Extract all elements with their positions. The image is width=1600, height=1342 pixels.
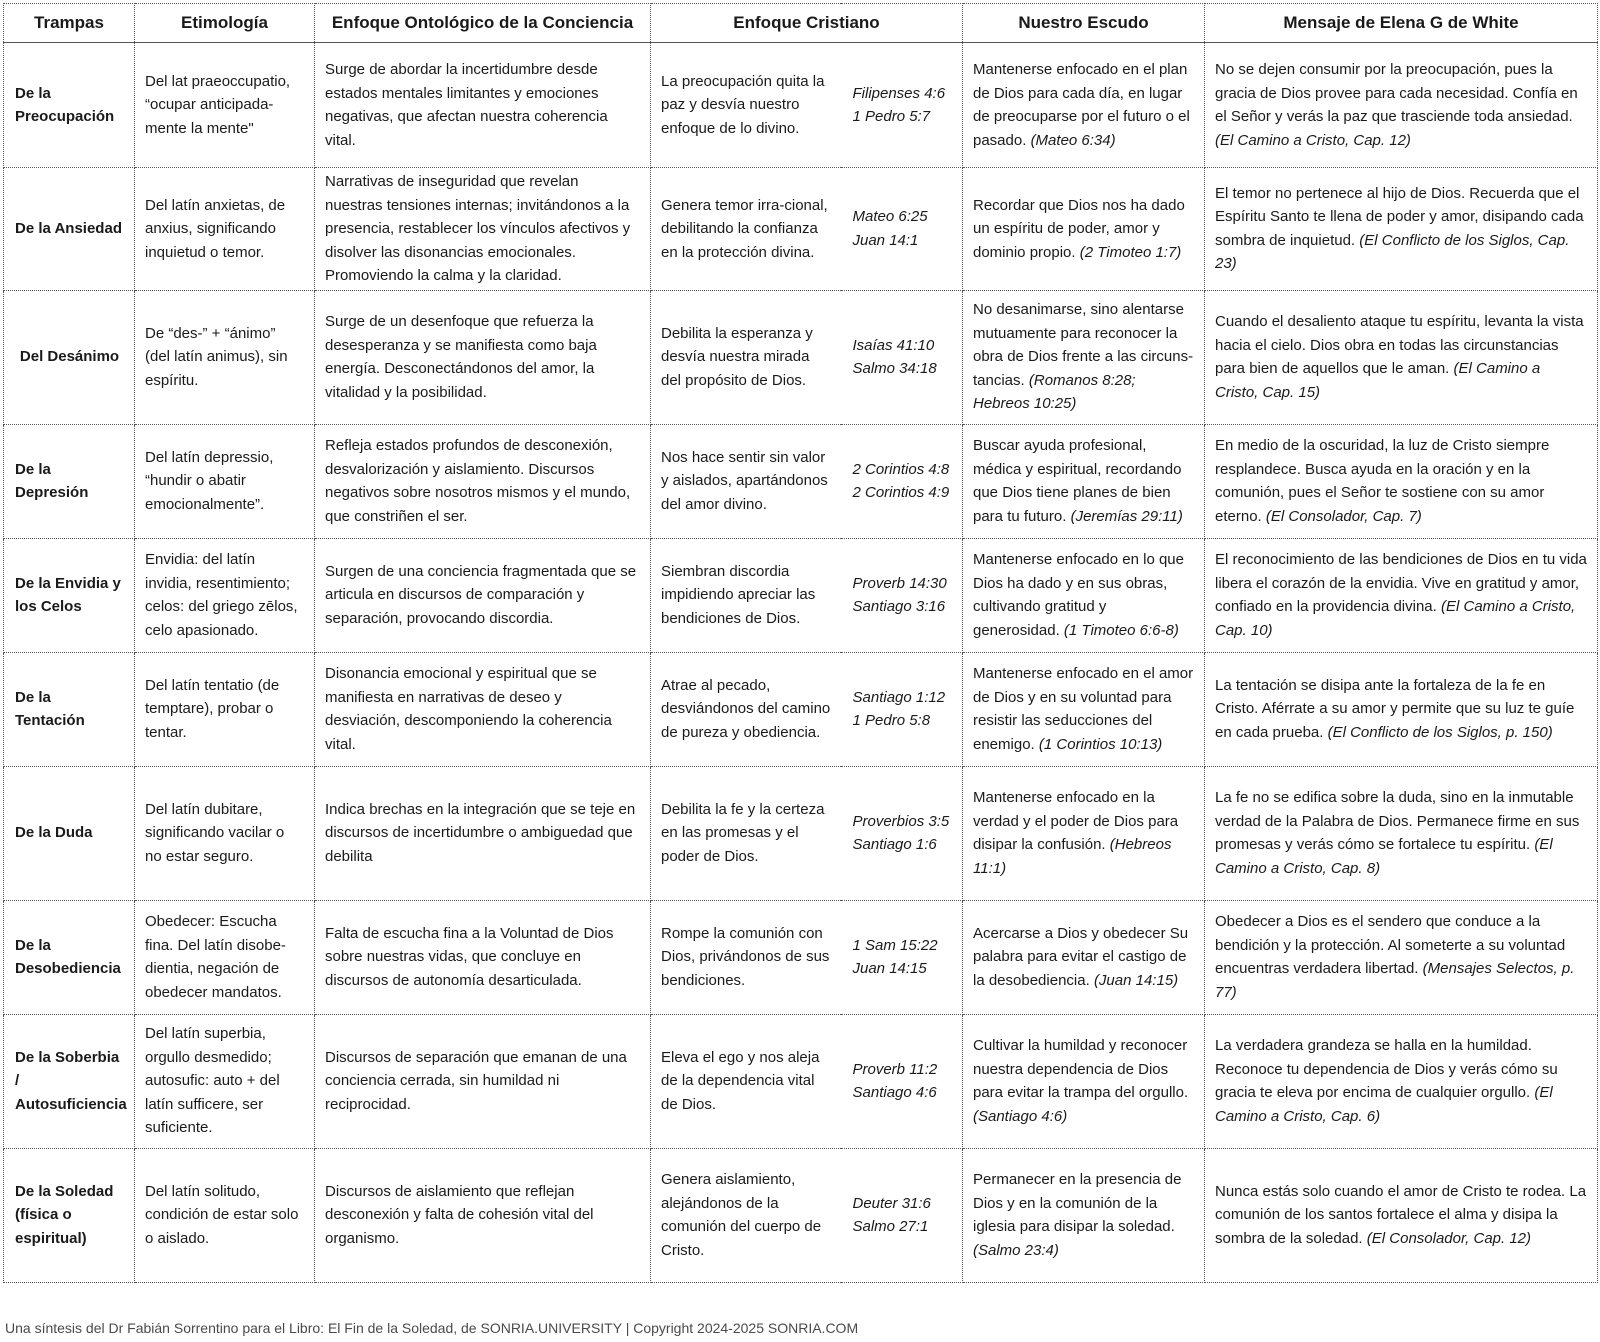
shield-reference: (Jeremías 29:11) (1070, 507, 1183, 525)
ontological-cell: Surge de abordar la incertidumbre desde estados mentales limitantes y emociones negativas, que afectan nuestra coherencia vital. (315, 43, 651, 168)
white-message-reference: (El Consolador, Cap. 7) (1265, 507, 1422, 525)
etymology-cell: Obedecer: Escucha fina. Del latín disobe-dientia, negación de obedecer mandatos. (135, 900, 315, 1014)
shield-reference: (1 Corintios 10:13) (1038, 735, 1163, 753)
white-message-cell (1205, 43, 1598, 168)
shield-cell (963, 43, 1205, 168)
christian-effect-cell: Rompe la comunión con Dios, privándonos de sus bendiciones. (651, 900, 841, 1014)
ontological-cell: Indica brechas en la integración que se teje en discursos de incertidumbre o ambiguedad que debilita (315, 766, 651, 900)
bible-verses-cell (841, 43, 963, 168)
christian-effect-cell: Atrae al pecado, desviándonos del camino de pureza y obediencia. (651, 652, 841, 766)
shield-reference: (Santiago 4:6) (973, 1107, 1068, 1125)
header-escudo: Nuestro Escudo (963, 4, 1205, 43)
christian-effect-cell: La preocupación quita la paz y desvía nuestro enfoque de lo divino. (651, 43, 841, 168)
shield-cell (963, 424, 1205, 538)
table-row (4, 424, 1598, 538)
white-message-cell (1205, 290, 1598, 424)
header-etimologia: Etimología (135, 4, 315, 43)
shield-text: Mantenerse enfocado en la verdad y el poder de Dios para disipar la confusión. (973, 789, 1179, 853)
ontological-cell: Discursos de aislamiento que reflejan desconexión y falta de cohesión vital del organismo. (315, 1148, 651, 1282)
table-body (4, 43, 1598, 1283)
white-message-reference: (Mensajes Selectos, p. 77) (1215, 960, 1575, 1001)
etymology-cell: Del latín dubitare, significando vacilar o no estar seguro. (135, 766, 315, 900)
christian-effect-cell: Genera aislamiento, alejándonos de la comunión del cuerpo de Cristo. (651, 1148, 841, 1282)
shield-reference: (1 Timoteo 6:6-8) (1063, 621, 1179, 639)
white-message-text: La verdadera grandeza se halla en la humildad. Reconoce tu dependencia de Dios y verás cómo su gracia te eleva por encima de cualquier orgullo. (1215, 1037, 1558, 1101)
shield-cell (963, 1148, 1205, 1282)
ontological-cell: Disonancia emocional y espiritual que se manifiesta en narrativas de deseo y desviación, descomponiendo la coherencia vital. (315, 652, 651, 766)
shield-text: Acercarse a Dios y obedecer Su palabra para evitar el castigo de la desobediencia. (973, 924, 1189, 989)
ontological-cell: Refleja estados profundos de desconexión, desvalorización y aislamiento. Discursos negativos sobre nosotros mismos y el mundo, que constriñen el ser. (315, 424, 651, 538)
etymology-cell: Del latín superbia, orgullo desmedido; autosufic: auto + del latín sufficere, ser suficiente. (135, 1014, 315, 1148)
bible-verses-cell (841, 424, 963, 538)
shield-reference: (2 Timoteo 1:7) (1079, 243, 1182, 261)
christian-effect-cell: Debilita la esperanza y desvía nuestra mirada del propósito de Dios. (651, 290, 841, 424)
table-row (4, 43, 1598, 168)
christian-effect-cell: Debilita la fe y la certeza en las promesas y el poder de Dios. (651, 766, 841, 900)
white-message-cell (1205, 538, 1598, 652)
table-row (4, 1148, 1598, 1282)
trap-name: De la Preocupación (4, 43, 135, 168)
shield-reference: (Salmo 23:4) (973, 1241, 1059, 1259)
bible-verses: Filipenses 4:6 1 Pedro 5:7 (852, 84, 946, 125)
shield-text: Recordar que Dios nos ha dado un espíritu de poder, amor y dominio propio. (973, 196, 1185, 261)
shield-cell (963, 652, 1205, 766)
white-message-text: Cuando el desaliento ataque tu espíritu, levanta la vista hacia el cielo. Dios obra en todas las circunstancias para bien de aquellos que le aman. (1215, 313, 1584, 377)
table-row (4, 168, 1598, 291)
ontological-cell: Surgen de una conciencia fragmentada que se articula en discursos de comparación y separación, provocando discordia. (315, 538, 651, 652)
table-row (4, 766, 1598, 900)
white-message-cell (1205, 766, 1598, 900)
etymology-cell: De “des-” + “ánimo” (del latín animus), sin espíritu. (135, 290, 315, 424)
christian-effect-cell: Genera temor irra-cional, debilitando la confianza en la protección divina. (651, 168, 841, 291)
shield-text: Buscar ayuda profesional, médica y espiritual, recordando que Dios tiene planes de bien para tu futuro. (973, 437, 1182, 525)
etymology-cell: Del latín tentatio (de temptare), probar o tentar. (135, 652, 315, 766)
trap-name: De la Envidia y los Celos (4, 538, 135, 652)
shield-text: No desanimarse, sino alentarse mutuamente para reconocer la obra de Dios frente a las circuns-tancias. (973, 301, 1194, 389)
header-trampas: Trampas (4, 4, 135, 43)
table-row (4, 538, 1598, 652)
shield-text: Mantenerse enfocado en el amor de Dios y en su voluntad para resistir las seducciones del enemigo. (973, 665, 1194, 753)
white-message-cell (1205, 652, 1598, 766)
shield-cell (963, 168, 1205, 291)
white-message-text: Nunca estás solo cuando el amor de Cristo te rodea. La comunión de los santos fortalece el alma y disipa la sombra de la soledad. (1215, 1182, 1587, 1247)
etymology-cell: Del latín solitudo, condición de estar solo o aislado. (135, 1148, 315, 1282)
trap-name: De la Ansiedad (4, 168, 135, 291)
shield-reference: (Hebreos 11:1) (973, 836, 1172, 877)
white-message-cell (1205, 900, 1598, 1014)
shield-cell (963, 766, 1205, 900)
bible-verses: 2 Corintios 4:8 2 Corintios 4:9 (852, 460, 950, 501)
white-message-reference: (El Camino a Cristo, Cap. 10) (1215, 598, 1576, 639)
white-message-reference: (El Camino a Cristo, Cap. 15) (1215, 360, 1541, 401)
white-message-cell (1205, 1014, 1598, 1148)
trap-name: De la Duda (4, 766, 135, 900)
bible-verses-cell (841, 1148, 963, 1282)
trap-name: Del Desánimo (4, 290, 135, 424)
shield-cell (963, 290, 1205, 424)
header-cristiano: Enfoque Cristiano (651, 4, 963, 43)
white-message-reference: (El Camino a Cristo, Cap. 6) (1215, 1084, 1553, 1125)
bible-verses: Proverb 14:30 Santiago 3:16 (852, 574, 947, 615)
christian-effect-cell: Siembran discordia impidiendo apreciar las bendiciones de Dios. (651, 538, 841, 652)
shield-reference: (Mateo 6:34) (1030, 131, 1116, 149)
white-message-cell (1205, 168, 1598, 291)
white-message-text: No se dejen consumir por la preocupación, pues la gracia de Dios provee para cada necesidad. Confía en el Señor y verás la paz que trasciende toda ansiedad. (1215, 61, 1578, 125)
bible-verses-cell (841, 652, 963, 766)
bible-verses-cell (841, 900, 963, 1014)
trap-name: De la Soberbia / Autosuficiencia (4, 1014, 135, 1148)
white-message-cell (1205, 1148, 1598, 1282)
shield-text: Mantenerse enfocado en lo que Dios ha dado y en sus obras, cultivando gratitud y generosidad. (973, 551, 1184, 639)
bible-verses-cell (841, 1014, 963, 1148)
etymology-cell: Envidia: del latín invidia, resentimiento; celos: del griego zēlos, celo apasionado. (135, 538, 315, 652)
white-message-reference: (El Camino a Cristo, Cap. 12) (1215, 131, 1411, 149)
table-row (4, 900, 1598, 1014)
christian-effect-cell: Eleva el ego y nos aleja de la dependencia vital de Dios. (651, 1014, 841, 1148)
header-ontologico: Enfoque Ontológico de la Conciencia (315, 4, 651, 43)
white-message-text: La fe no se edifica sobre la duda, sino en la inmutable verdad de la Palabra de Dios. Permanece firme en sus promesas y verás cómo se fortalece tu espíritu. (1215, 789, 1580, 853)
bible-verses: Proverb 11:2 Santiago 4:6 (852, 1060, 938, 1101)
ontological-cell: Narrativas de inseguridad que revelan nuestras tensiones internas; invitándonos a la presencia, restablecer los vínculos afectivos y disolver las disonancias emocionales. Promoviendo la calma y la claridad. (315, 168, 651, 291)
shield-cell (963, 538, 1205, 652)
footer-credit: Una síntesis del Dr Fabián Sorrentino para el Libro: El Fin de la Soledad, de SONRIA.UNIVERSITY | Copyright 2024-2025 SONRIA.COM (5, 1320, 859, 1336)
shield-text: Cultivar la humildad y reconocer nuestra dependencia de Dios para evitar la trampa del orgullo. (973, 1037, 1189, 1101)
bible-verses-cell (841, 290, 963, 424)
white-message-cell (1205, 424, 1598, 538)
etymology-cell: Del lat praeoccupatio, “ocupar anticipada-mente la mente" (135, 43, 315, 168)
etymology-cell: Del latín depressio, “hundir o abatir emocionalmente”. (135, 424, 315, 538)
ontological-cell: Falta de escucha fina a la Voluntad de Dios sobre nuestras vidas, que concluye en discursos de autonomía desarticulada. (315, 900, 651, 1014)
trap-name: De la Depresión (4, 424, 135, 538)
bible-verses-cell (841, 766, 963, 900)
white-message-text: En medio de la oscuridad, la luz de Cristo siempre resplandece. Busca ayuda en la oración y en la comunión, pues el Señor te sostiene con su amor eterno. (1215, 437, 1550, 525)
christian-effect-cell: Nos hace sentir sin valor y aislados, apartándonos del amor divino. (651, 424, 841, 538)
trap-name: De la Tentación (4, 652, 135, 766)
shield-cell (963, 1014, 1205, 1148)
bible-verses: Santiago 1:12 1 Pedro 5:8 (852, 688, 946, 729)
trap-name: De la Soledad (física o espiritual) (4, 1148, 135, 1282)
shield-text: Permanecer en la presencia de Dios y en la comunión de la iglesia para disipar la soledad. (973, 1171, 1182, 1235)
bible-verses: Deuter 31:6 Salmo 27:1 (852, 1194, 931, 1235)
table-row (4, 290, 1598, 424)
table-row (4, 1014, 1598, 1148)
bible-verses-cell (841, 538, 963, 652)
shield-cell (963, 900, 1205, 1014)
white-message-text: El reconocimiento de las bendiciones de Dios en tu vida libera el corazón de la envidia. Vive en gratitud y amor, confiado en la providencia divina. (1215, 551, 1587, 615)
traps-table (3, 3, 1598, 1283)
etymology-cell: Del latín anxietas, de anxius, significando inquietud o temor. (135, 168, 315, 291)
traps-table-container (3, 3, 1597, 1283)
header-row (4, 4, 1598, 43)
ontological-cell: Surge de un desenfoque que refuerza la desesperanza y se manifiesta como baja energía. Desconectándonos del amor, la vitalidad y la posibilidad. (315, 290, 651, 424)
shield-reference: (Romanos 8:28; Hebreos 10:25) (973, 371, 1136, 413)
table-row (4, 652, 1598, 766)
shield-text: Mantenerse enfocado en el plan de Dios para cada día, en lugar de preocuparse por el futuro o el pasado. (973, 61, 1190, 149)
header-white: Mensaje de Elena G de White (1205, 4, 1598, 43)
white-message-reference: (El Camino a Cristo, Cap. 8) (1215, 836, 1553, 877)
white-message-text: El temor no pertenece al hijo de Dios. Recuerda que el Espíritu Santo te llena de poder y amor, disipando cada sombra de inquietud. (1215, 184, 1584, 249)
trap-name: De la Desobediencia (4, 900, 135, 1014)
white-message-text: La tentación se disipa ante la fortaleza de la fe en Cristo. Aférrate a su amor y permite que su luz te guíe en cada prueba. (1215, 676, 1575, 741)
white-message-reference: (El Conflicto de los Siglos, p. 150) (1327, 723, 1553, 741)
ontological-cell: Discursos de separación que emanan de una conciencia cerrada, sin humildad ni reciprocidad. (315, 1014, 651, 1148)
bible-verses: 1 Sam 15:22 Juan 14:15 (852, 936, 938, 977)
bible-verses: Proverbios 3:5 Santiago 1:6 (852, 812, 950, 853)
bible-verses: Isaías 41:10 Salmo 34:18 (852, 336, 937, 377)
bible-verses: Mateo 6:25 Juan 14:1 (852, 208, 928, 249)
white-message-reference: (El Conflicto de los Siglos, Cap. 23) (1215, 231, 1570, 273)
white-message-text: Obedecer a Dios es el sendero que conduce a la bendición y la protección. Al someterte a su voluntad encuentras verdadera libertad. (1215, 913, 1566, 977)
white-message-reference: (El Consolador, Cap. 12) (1366, 1229, 1532, 1247)
bible-verses-cell (841, 168, 963, 291)
shield-reference: (Juan 14:15) (1093, 971, 1179, 989)
